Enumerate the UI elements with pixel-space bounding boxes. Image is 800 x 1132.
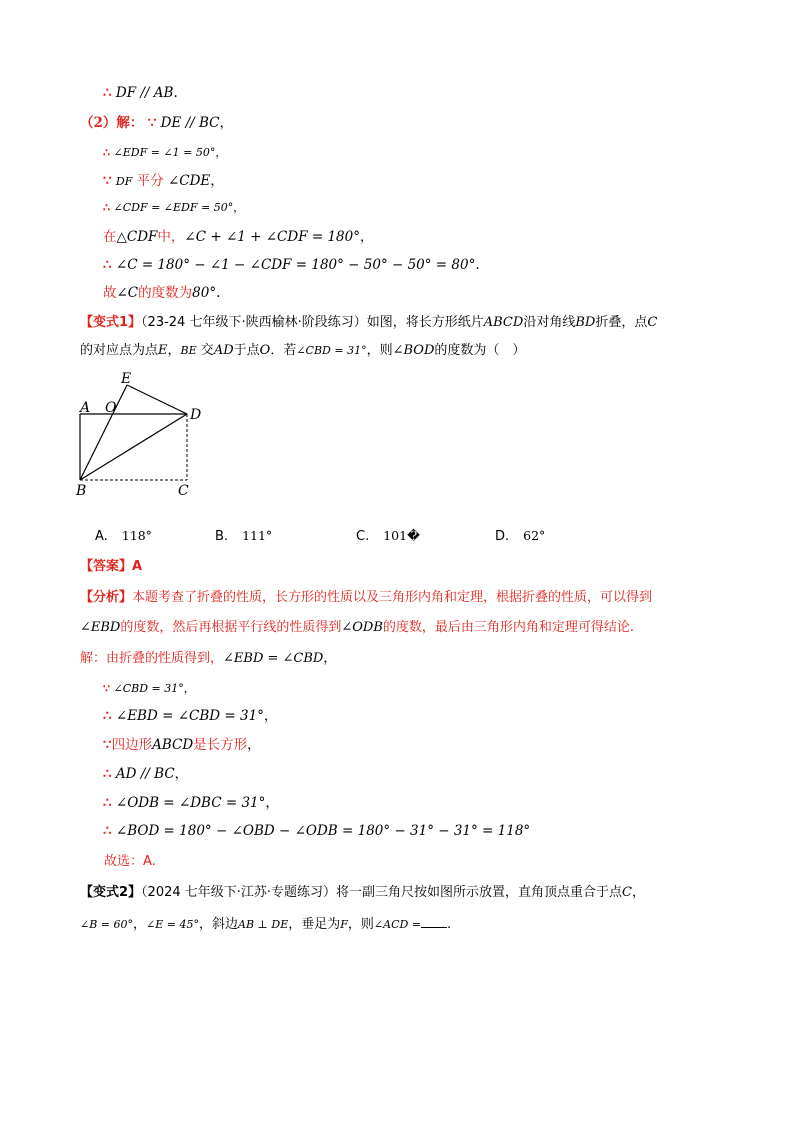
part2-line-4: 在△CDF中，∠C + ∠1 + ∠CDF = 180°， bbox=[103, 229, 374, 245]
label-e: E bbox=[121, 371, 132, 387]
option-b[interactable]: B. 111° bbox=[215, 528, 273, 544]
answer-blank[interactable] bbox=[421, 913, 447, 928]
option-d[interactable]: D. 62° bbox=[495, 528, 546, 544]
answer-line: 【答案】A bbox=[80, 559, 143, 574]
variant1-question-line2: 的对应点为点E，BE 交AD于点O．若∠CBD = 31°，则∠BOD的度数为（ ） bbox=[80, 343, 526, 358]
analysis-line2: ∠EBD的度数，然后再根据平行线的性质得到∠ODB的度数，最后由三角形内角和定理可得结论. bbox=[80, 620, 635, 635]
option-c[interactable]: C. 101� bbox=[356, 528, 420, 544]
solution-choice: 故选：A. bbox=[104, 854, 156, 869]
solution-line-6: ∴ ∠BOD = 180° − ∠OBD − ∠ODB = 180° − 31° − 31° = 118° bbox=[103, 823, 531, 839]
solution-line-2: ∴ ∠EBD = ∠CBD = 31°， bbox=[103, 708, 278, 724]
label-a: A bbox=[80, 400, 91, 416]
variant2-question-line2: ∠B = 60°，∠E = 45°，斜边AB ⊥ DE，垂足为F，则∠ACD = . bbox=[80, 913, 451, 935]
part2-heading: （2）解： ∵ DE // BC， bbox=[80, 115, 233, 131]
solution-line-0: 解：由折叠的性质得到，∠EBD = ∠CBD， bbox=[80, 651, 337, 666]
part2-line-6: 故∠C的度数为80°. bbox=[103, 285, 221, 301]
label-b: B bbox=[76, 483, 87, 499]
part2-line-3: ∴ ∠CDF = ∠EDF = 50°， bbox=[103, 201, 245, 214]
solution-line-4: ∴ AD // BC， bbox=[103, 766, 189, 782]
segment-ed bbox=[127, 385, 187, 414]
part2-line-1: ∴ ∠EDF = ∠1 = 50°， bbox=[103, 146, 227, 159]
variant1-question-line1: 【变式1】（23-24 七年级下·陕西榆林·阶段练习）如图，将长方形纸片ABCD沿对角线BD折叠，点C bbox=[80, 315, 658, 330]
label-c: C bbox=[178, 483, 189, 499]
variant2-tag: 【变式2】 bbox=[80, 885, 142, 900]
therefore-symbol: ∴ bbox=[103, 85, 112, 101]
because-symbol: ∵ bbox=[147, 115, 157, 131]
label-d: D bbox=[190, 407, 202, 423]
option-a[interactable]: A. 118° bbox=[95, 528, 152, 544]
solution-line-1: ∵ ∠CBD = 31°， bbox=[103, 682, 195, 695]
label-o: O bbox=[105, 400, 117, 416]
variant2-question-line1: 【变式2】（2024 七年级下·江苏·专题练习）将一副三角尺按如图所示放置，直角顶点重合于点C， bbox=[80, 885, 646, 900]
analysis-line1: 【分析】本题考查了折叠的性质，长方形的性质以及三角形内角和定理，根据折叠的性质，可以得到 bbox=[80, 590, 653, 605]
folded-rectangle-figure bbox=[68, 368, 268, 503]
part1-conclusion: ∴ DF // AB. bbox=[103, 85, 178, 101]
variant1-tag: 【变式1】 bbox=[80, 315, 142, 330]
solution-line-3: ∵四边形ABCD是长方形， bbox=[103, 737, 261, 753]
part2-line-5: ∴ ∠C = 180° − ∠1 − ∠CDF = 180° − 50° − 50° = 80°. bbox=[103, 257, 480, 273]
part2-line-2: ∵ DF 平分 ∠CDE， bbox=[103, 173, 224, 189]
solution-line-5: ∴ ∠ODB = ∠DBC = 31°， bbox=[103, 795, 279, 811]
